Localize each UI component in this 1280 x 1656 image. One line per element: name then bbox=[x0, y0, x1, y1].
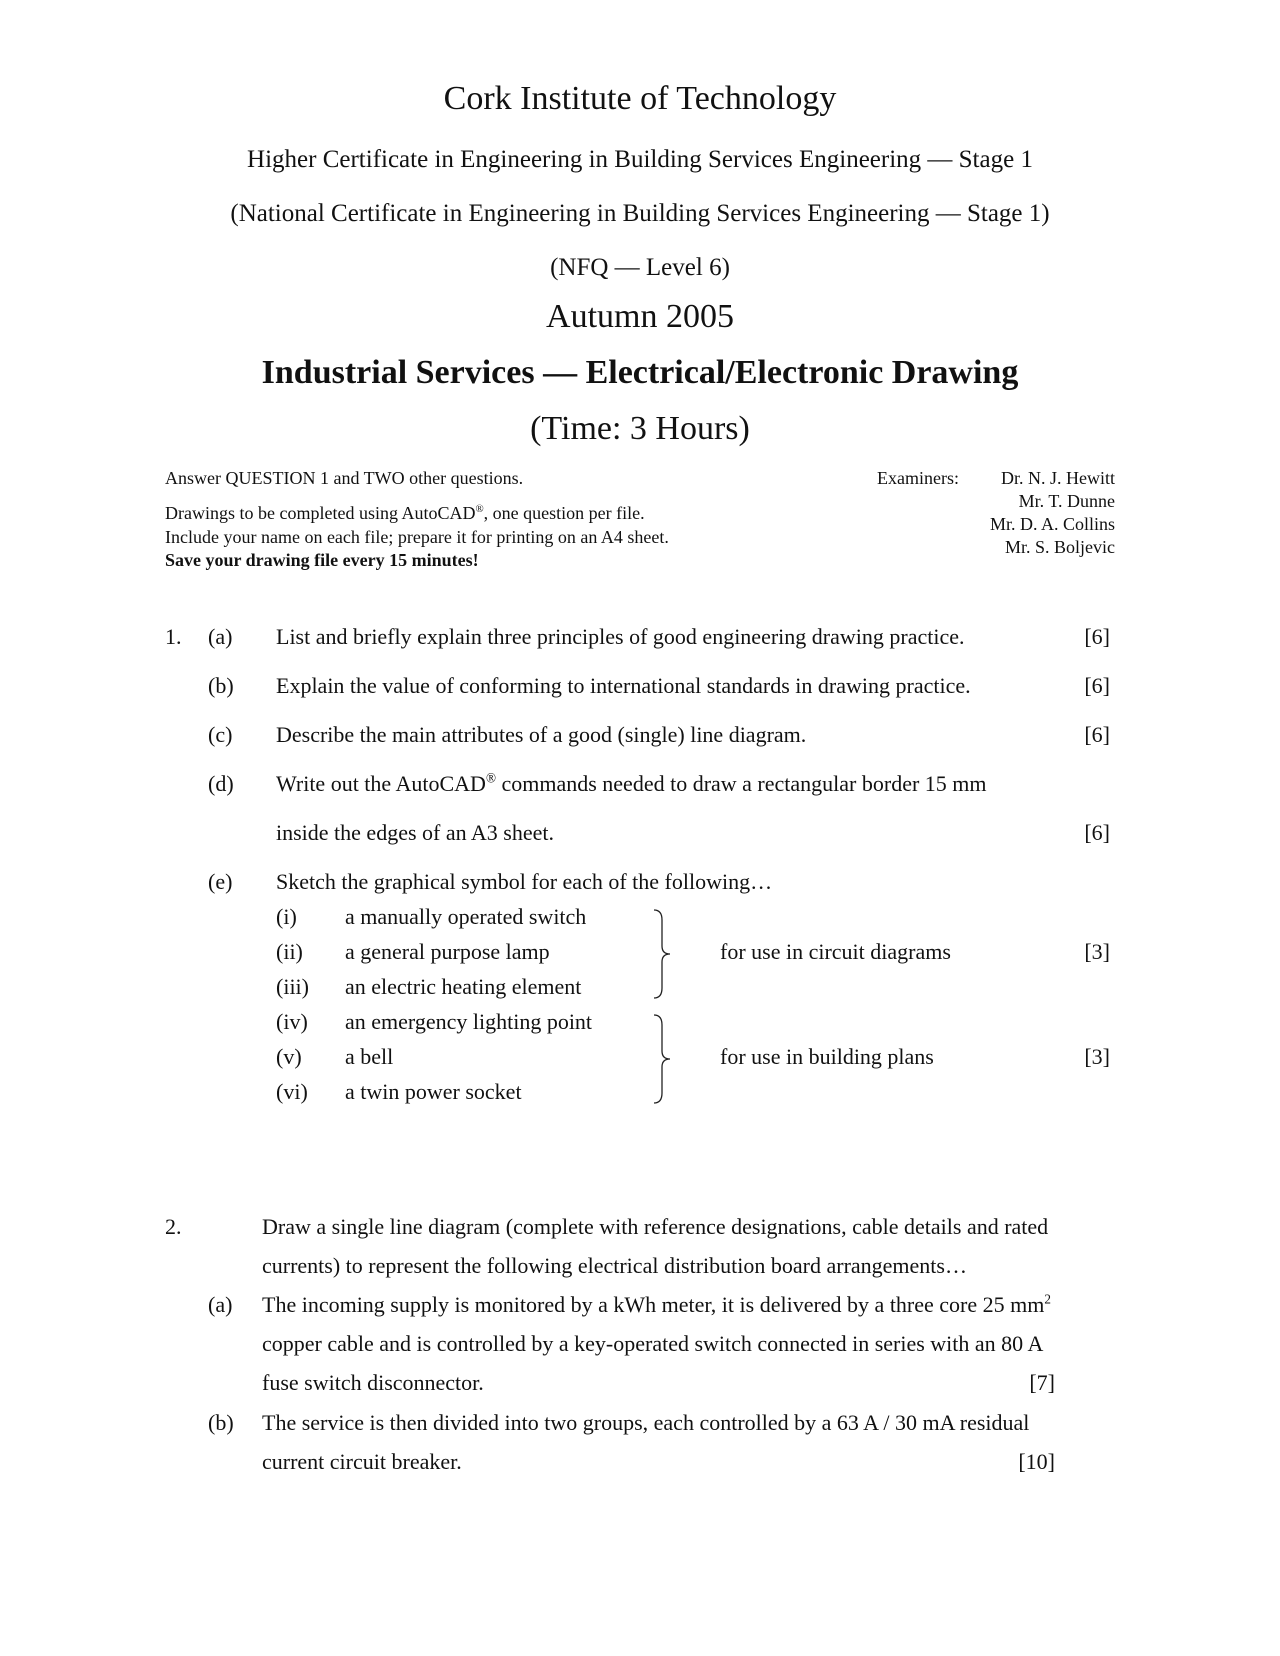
q1e-group1-mark: [3] bbox=[1084, 939, 1110, 964]
q2-intro-continued: currents) to represent the following electrical distribution board arrangements… bbox=[262, 1253, 967, 1278]
instruction-name: Include your name on each file; prepare it for printing on an A4 sheet. bbox=[165, 527, 669, 547]
instruction-save: Save your drawing file every 15 minutes! bbox=[165, 550, 479, 570]
q1e-item-num: (v) bbox=[276, 1044, 302, 1069]
q1e-item-text: an emergency lighting point bbox=[345, 1009, 593, 1034]
q1e-item-num: (vi) bbox=[276, 1079, 308, 1104]
examiner-name: Mr. T. Dunne bbox=[1018, 491, 1115, 511]
q1d-text: Write out the AutoCAD® commands needed to draw a rectangular border 15 mm bbox=[276, 770, 987, 796]
programme-alt-title: (National Certificate in Engineering in Building Services Engineering — Stage 1) bbox=[230, 200, 1050, 227]
q2-intro: Draw a single line diagram (complete with reference designations, cable details and rated bbox=[262, 1214, 1049, 1239]
q1a-text: List and briefly explain three principles of good engineering drawing practice. bbox=[276, 624, 965, 649]
q1e-item-num: (i) bbox=[276, 904, 297, 929]
right-brace-icon bbox=[652, 908, 676, 1000]
q1e-item-num: (iv) bbox=[276, 1009, 308, 1034]
q1a-label: (a) bbox=[208, 624, 233, 649]
institute-name: Cork Institute of Technology bbox=[443, 80, 837, 117]
q1e-item-text: a general purpose lamp bbox=[345, 939, 550, 964]
q2a-mark: [7] bbox=[1029, 1370, 1055, 1395]
nfq-level: (NFQ — Level 6) bbox=[550, 254, 730, 281]
q2b-text-continued: current circuit breaker. bbox=[262, 1449, 462, 1474]
q1e-group1-text: for use in circuit diagrams bbox=[720, 939, 951, 964]
q1c-mark: [6] bbox=[1084, 722, 1110, 747]
examiner-name: Mr. S. Boljevic bbox=[1004, 537, 1115, 557]
q1-number: 1. bbox=[165, 624, 182, 649]
q2a-text-continued: copper cable and is controlled by a key-operated switch connected in series with an 80 A bbox=[262, 1331, 1044, 1356]
q2-number: 2. bbox=[165, 1214, 182, 1239]
q1e-item-text: a manually operated switch bbox=[345, 904, 587, 929]
q1d-text-continued: inside the edges of an A3 sheet. bbox=[276, 820, 554, 845]
exam-duration: (Time: 3 Hours) bbox=[530, 410, 750, 447]
right-brace-icon bbox=[652, 1013, 676, 1105]
q1e-item-num: (iii) bbox=[276, 974, 309, 999]
q1e-group2-mark: [3] bbox=[1084, 1044, 1110, 1069]
q1e-item-text: an electric heating element bbox=[345, 974, 582, 999]
q1a-mark: [6] bbox=[1084, 624, 1110, 649]
q2a-text: The incoming supply is monitored by a kWh meter, it is delivered by a three core 25 $mm^2$ bbox=[262, 1291, 1051, 1317]
instruction-answer: Answer QUESTION 1 and TWO other questions. bbox=[165, 468, 524, 488]
q1e-item-text: a twin power socket bbox=[345, 1079, 522, 1104]
q2b-mark: [10] bbox=[1018, 1449, 1055, 1474]
q1b-mark: [6] bbox=[1084, 673, 1110, 698]
q2b-label: (b) bbox=[208, 1410, 234, 1435]
q2a-label: (a) bbox=[208, 1292, 233, 1317]
q1b-label: (b) bbox=[208, 673, 234, 698]
q1d-mark: [6] bbox=[1084, 820, 1110, 845]
q1e-item-num: (ii) bbox=[276, 939, 303, 964]
instruction-autocad: Drawings to be completed using AutoCAD®, one question per file. bbox=[165, 503, 645, 523]
q1b-text: Explain the value of conforming to international standards in drawing practice. bbox=[276, 673, 971, 698]
q2b-text: The service is then divided into two groups, each controlled by a 63 A / 30 mA residual bbox=[262, 1410, 1030, 1435]
q1e-item-text: a bell bbox=[345, 1044, 394, 1069]
q1c-label: (c) bbox=[208, 722, 233, 747]
q1e-label: (e) bbox=[208, 869, 233, 894]
examiner-name: Mr. D. A. Collins bbox=[989, 514, 1115, 534]
exam-term: Autumn 2005 bbox=[546, 298, 734, 335]
q1c-text: Describe the main attributes of a good (single) line diagram. bbox=[276, 722, 807, 747]
examiner-name: Dr. N. J. Hewitt bbox=[1001, 468, 1115, 488]
q1d-label: (d) bbox=[208, 771, 234, 796]
subject-title: Industrial Services — Electrical/Electronic Drawing bbox=[261, 354, 1019, 391]
q1e-text: Sketch the graphical symbol for each of the following… bbox=[276, 869, 773, 894]
q1e-group2-text: for use in building plans bbox=[720, 1044, 934, 1069]
examiners-label: Examiners: bbox=[877, 468, 959, 488]
programme-title: Higher Certificate in Engineering in Building Services Engineering — Stage 1 bbox=[247, 146, 1033, 173]
q2a-text-continued: fuse switch disconnector. bbox=[262, 1370, 484, 1395]
